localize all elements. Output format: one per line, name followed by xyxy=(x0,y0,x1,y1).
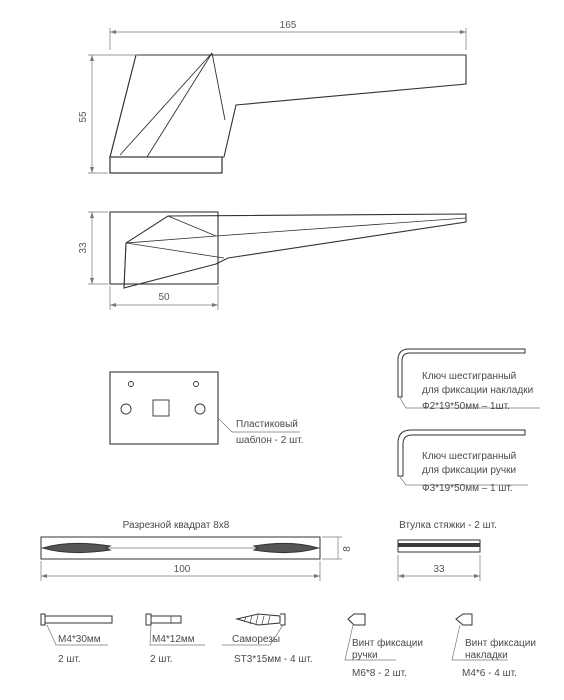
handle-top-view xyxy=(110,212,466,288)
screw-m4x12-label: М4*12мм xyxy=(152,634,195,645)
dim-sleeve-length-label: 33 xyxy=(433,564,445,575)
handle-top-facet xyxy=(124,216,466,288)
handle-fixing-screw-qty: М6*8 - 2 шт. xyxy=(352,668,407,679)
handle-fixing-screw-label: Винт фиксации xyxy=(352,638,423,649)
handle-side-view xyxy=(110,53,466,173)
sleeve-band xyxy=(398,543,480,547)
split-square xyxy=(41,537,320,559)
dim-handle-length-label: 165 xyxy=(279,20,297,31)
handle-fixing-screw xyxy=(348,614,365,625)
dim-rose-height-label: 33 xyxy=(78,242,89,254)
handle-side-outline xyxy=(110,55,466,157)
handle-side-base xyxy=(110,157,222,173)
self-tapping-screw xyxy=(237,614,285,625)
template-label-2: шаблон - 2 шт. xyxy=(236,435,304,446)
split-square-title: Разрезной квадрат 8х8 xyxy=(122,520,230,531)
split-square-spring-right xyxy=(254,543,318,552)
self-tapping-screw-label: Саморезы xyxy=(232,634,281,645)
plastic-template xyxy=(110,372,218,444)
screw-m4x12 xyxy=(146,614,181,625)
dim-rose-height xyxy=(88,212,108,284)
template-square-hole xyxy=(153,400,169,416)
hex-key-rose-spec: Ф2*19*50мм – 1шт. xyxy=(422,401,510,412)
template-hole xyxy=(129,382,134,387)
rose-fixing-screw-label-2: накладки xyxy=(465,650,508,661)
template-hole xyxy=(121,404,131,414)
template-label-1: Пластиковый xyxy=(236,419,298,430)
hex-key-rose-label-1: Ключ шестигранный xyxy=(422,371,517,382)
screw-m4x30 xyxy=(41,614,112,625)
dim-square-length-label: 100 xyxy=(173,564,191,575)
hex-key-handle-label-1: Ключ шестигранный xyxy=(422,451,517,462)
rose-fixing-screw xyxy=(456,614,472,625)
rose-fixing-screw-qty: М4*6 - 4 шт. xyxy=(462,668,517,679)
handle-side-facet xyxy=(110,53,225,157)
split-square-spring-left xyxy=(43,543,110,552)
template-plate xyxy=(110,372,218,444)
sleeve xyxy=(398,540,480,552)
hex-key-rose-label-2: для фиксации накладки xyxy=(422,385,534,396)
dim-square-height-label: 8 xyxy=(342,546,353,552)
self-tapping-screw-qty: SТ3*15мм - 4 шт. xyxy=(234,654,313,665)
screw-m4x12-qty: 2 шт. xyxy=(150,654,173,665)
hex-key-handle-label-2: для фиксации ручки xyxy=(422,465,517,476)
screw-m4x30-qty: 2 шт. xyxy=(58,654,81,665)
rose-fixing-screw-label: Винт фиксации xyxy=(465,638,536,649)
dim-rose-width-label: 50 xyxy=(158,292,170,303)
dim-handle-height-label: 55 xyxy=(78,111,89,123)
hex-key-handle-spec: Ф3*19*50мм – 1 шт. xyxy=(422,483,513,494)
handle-top-outline xyxy=(124,214,466,288)
dim-handle-height xyxy=(88,55,138,173)
dim-square-height xyxy=(322,537,342,559)
template-hole xyxy=(194,382,199,387)
handle-fixing-screw-label-2: ручки xyxy=(352,650,378,661)
screw-m4x30-label: М4*30мм xyxy=(58,634,101,645)
dim-handle-length xyxy=(110,28,466,50)
template-hole xyxy=(195,404,205,414)
sleeve-title: Втулка стяжки - 2 шт. xyxy=(399,520,497,531)
